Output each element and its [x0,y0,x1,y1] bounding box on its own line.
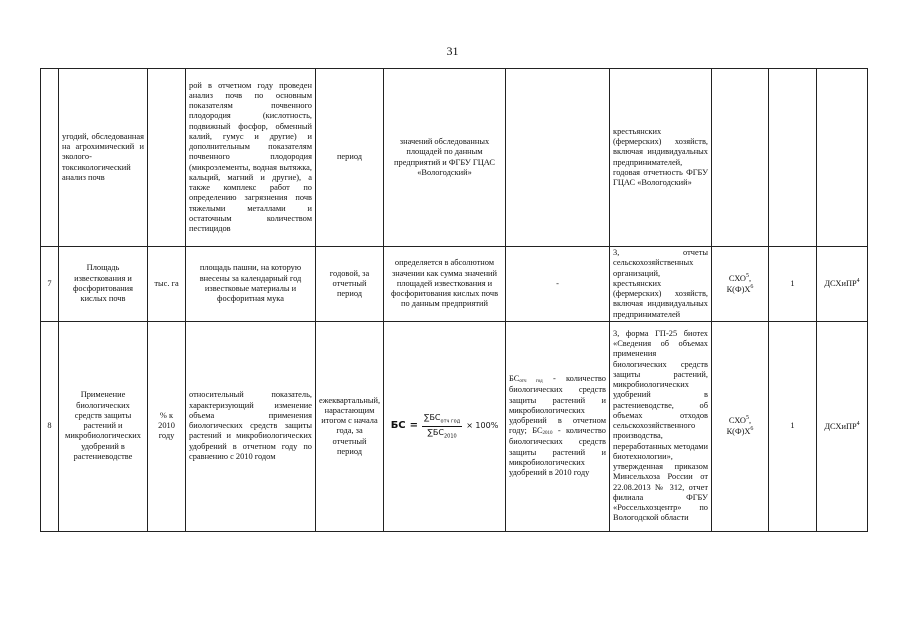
level-cell: 1 [769,247,817,322]
source-cell: 3, отчеты сельскохозяйственных организаций, крестьянских (фермерских) хозяйств, включая индивидуальных предпринимателей [610,247,712,322]
responsible-unit-cell: ДСХиПР$^4$ [817,247,868,322]
source-cell: крестьянских (фермерских) хозяйств, включая индивидуальных предпринимателей, годовая отчетность ФГБУ ГЦАС «Вологодский» [610,69,712,247]
table-row [41,69,868,247]
periodicity-cell: годовой, за отчетный период [316,247,384,322]
formula: БС = $\frac{\sum БС_{отч год}}{\sum БС_{2010}}$ × 100% [390,413,499,440]
respondent-cell [712,69,769,247]
unit-cell: % к 2010 году [148,321,186,531]
row-number-cell: 7 [41,247,59,322]
respondent-cell: СХО$^5$, $К(Ф)Х^6$ [712,247,769,322]
indicator-name-cell: Площадь известкования и фосфоритования кислых почв [59,247,148,322]
periodicity-cell: ежеквартальный, нарастающим итогом с начала года, за отчетный период [316,321,384,531]
periodicity-cell: период [316,69,384,247]
basic-indicators-cell [506,69,610,247]
source-cell: 3, форма ГП-25 биотех «Сведения об объемах применения биологических средств защиты растений, микробиологических удобрений в растениеводстве, об объемах отходов сельскохозяйственного производства, переработанных методами биотехнологии», утвержденная приказом Минсельхоза России от 22.08.2013 № 312, отчет филиала ФГБУ «Россельхозцентр» по Вологодской области [610,321,712,531]
responsible-unit-cell [817,69,868,247]
definition-cell: относительный показатель, характеризующий изменение объема применения биологических средств защиты растений и микробиологических удобрений в отчетном году по сравнению с 2010 годом [186,321,316,531]
definition-cell: площадь пашни, на которую внесены за календарный год известковые материалы и фосфоритная мука [186,247,316,322]
respondent-cell: СХО$^5$, $К(Ф)Х^6$ [712,321,769,531]
level-cell [769,69,817,247]
table-row [41,321,868,531]
method-cell: значений обследованных площадей по данным предприятий и ФГБУ ГЦАС «Вологодский» [384,69,506,247]
method-cell: определяется в абсолютном значении как сумма значений площадей известкования и фосфоритования кислых почв по данным предприятий [384,247,506,322]
page-number: 31 [446,44,459,58]
indicators-table [40,68,868,532]
level-cell: 1 [769,321,817,531]
row-number-cell [41,69,59,247]
indicator-name-cell: угодий, обследованная на агрохимический и эколого-токсикологический анализ почв [59,69,148,247]
row-number-cell: 8 [41,321,59,531]
table-row [41,247,868,322]
basic-indicators-cell: БСотч год - количество биологических средств защиты растений и микробиологических удобрений в отчетном году; БС2010 - количество биологических средств защиты растений и микробиологических удобрений в 2010 году [506,321,610,531]
basic-indicators-cell: - [506,247,610,322]
unit-cell: тыс. га [148,247,186,322]
definition-cell: рой в отчетном году проведен анализ почв по основным показателям почвенного плодородия (кислотность, подвижный фосфор, обменный калий, гумус и другие) и дополнительным показателям почвенного плодородия (микроэлементы, водная вытяжка, кальций, магний и другие), а также комплекс работ по определению загрязнения почв тяжелыми металлами и остаточным количеством пестицидов [186,69,316,247]
method-cell [384,321,506,531]
responsible-unit-cell: ДСХиПР$^4$ [817,321,868,531]
unit-cell [148,69,186,247]
indicator-name-cell: Применение биологических средств защиты растений и микробиологических удобрений в растениеводстве [59,321,148,531]
